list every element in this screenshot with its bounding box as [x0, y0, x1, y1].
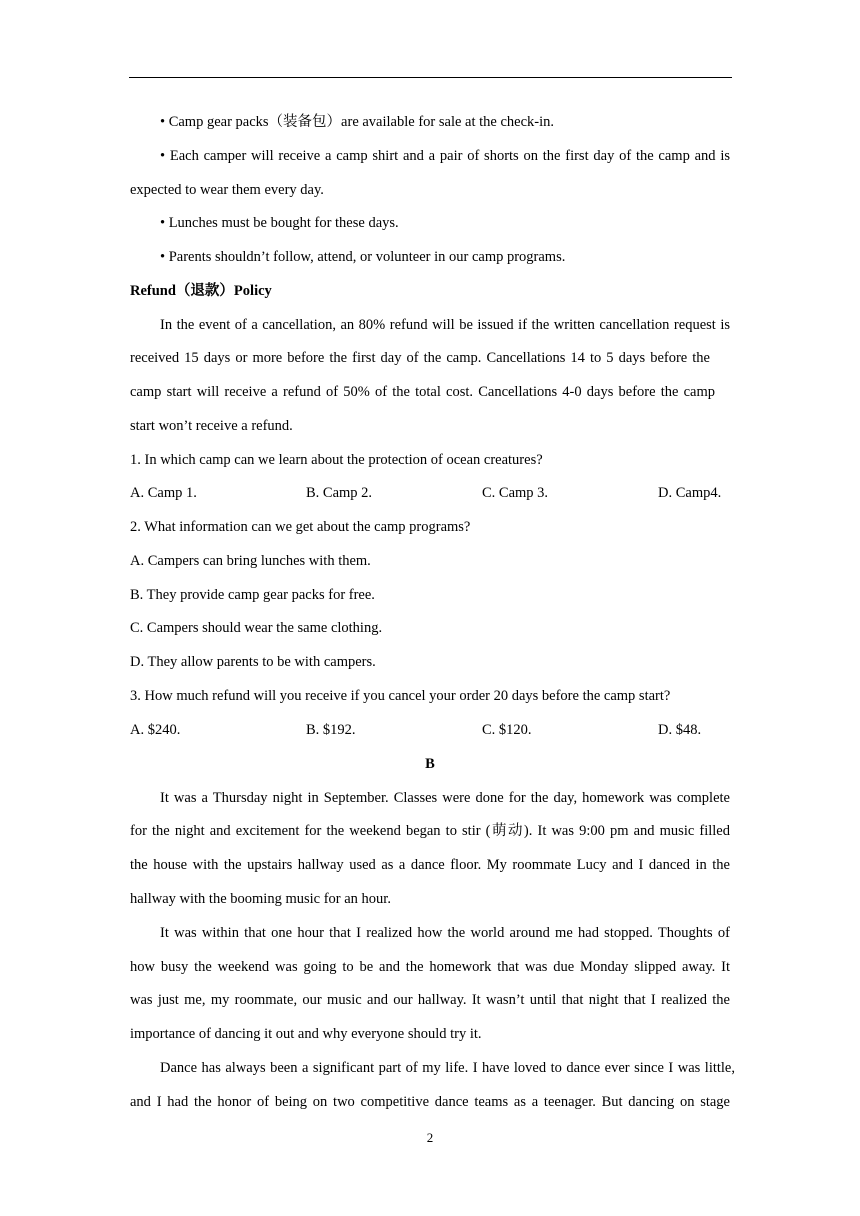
- option-c: C. Campers should wear the same clothing.: [130, 620, 383, 636]
- page-number: 2: [426, 1130, 434, 1145]
- refund-line: received 15 days or more before the first day of the camp. Cancellations 14 to 5 days before the: [130, 350, 710, 366]
- option-a: A. Camp 1.: [130, 485, 197, 501]
- refund-line: start won’t receive a refund.: [130, 418, 293, 434]
- passage-line: and I had the honor of being on two competitive dance teams as a teenager. But dancing on stage: [130, 1094, 730, 1110]
- option-b: B. $192.: [306, 722, 356, 738]
- bullet-lunches: • Lunches must be bought for these days.: [160, 215, 399, 231]
- passage-line: It was a Thursday night in September. Classes were done for the day, homework was complete: [160, 790, 730, 806]
- option-d: D. Camp4.: [658, 485, 722, 501]
- refund-heading: Refund（退款）Policy: [130, 283, 272, 299]
- bullet-gear-packs: • Camp gear packs（装备包）are available for sale at the check-in.: [160, 114, 554, 130]
- passage-line: how busy the weekend was going to be and the homework that was due Monday slipped away. It: [130, 959, 730, 975]
- refund-line: camp start will receive a refund of 50% of the total cost. Cancellations 4-0 days before the camp: [130, 384, 715, 400]
- bullet-parents: • Parents shouldn’t follow, attend, or volunteer in our camp programs.: [160, 249, 566, 265]
- question-3-stem: 3. How much refund will you receive if you cancel your order 20 days before the camp start?: [130, 688, 671, 704]
- passage-line: importance of dancing it out and why everyone should try it.: [130, 1026, 482, 1042]
- option-b: B. They provide camp gear packs for free.: [130, 587, 375, 603]
- question-1-options: [130, 484, 735, 502]
- passage-line: It was within that one hour that I realized how the world around me had stopped. Thoughts of: [160, 925, 730, 941]
- passage-line: Dance has always been a significant part of my life. I have loved to dance ever since I was little,: [160, 1060, 735, 1076]
- passage-line: for the night and excitement for the weekend began to stir (萌动). It was 9:00 pm and music filled: [130, 823, 730, 839]
- option-b: B. Camp 2.: [306, 485, 373, 501]
- option-a: A. Campers can bring lunches with them.: [130, 553, 371, 569]
- option-c: C. $120.: [482, 722, 532, 738]
- header-rule: [129, 77, 732, 78]
- option-d: D. They allow parents to be with campers.: [130, 654, 376, 670]
- option-c: C. Camp 3.: [482, 485, 549, 501]
- question-3-options: [130, 721, 735, 739]
- bullet-camp-shirt: • Each camper will receive a camp shirt and a pair of shorts on the first day of the camp and is: [160, 148, 730, 164]
- refund-line: In the event of a cancellation, an 80% refund will be issued if the written cancellation request is: [160, 317, 730, 333]
- question-2-stem: 2. What information can we get about the camp programs?: [130, 519, 471, 535]
- passage-line: the house with the upstairs hallway used as a dance floor. My roommate Lucy and I danced in the: [130, 857, 730, 873]
- question-1-stem: 1. In which camp can we learn about the protection of ocean creatures?: [130, 452, 543, 468]
- section-b-heading: B: [425, 756, 435, 772]
- bullet-camp-shirt-cont: expected to wear them every day.: [130, 182, 324, 198]
- passage-line: was just me, my roommate, our music and our hallway. It wasn’t until that night that I realized the: [130, 992, 730, 1008]
- option-a: A. $240.: [130, 722, 181, 738]
- passage-line: hallway with the booming music for an hour.: [130, 891, 391, 907]
- option-d: D. $48.: [658, 722, 702, 738]
